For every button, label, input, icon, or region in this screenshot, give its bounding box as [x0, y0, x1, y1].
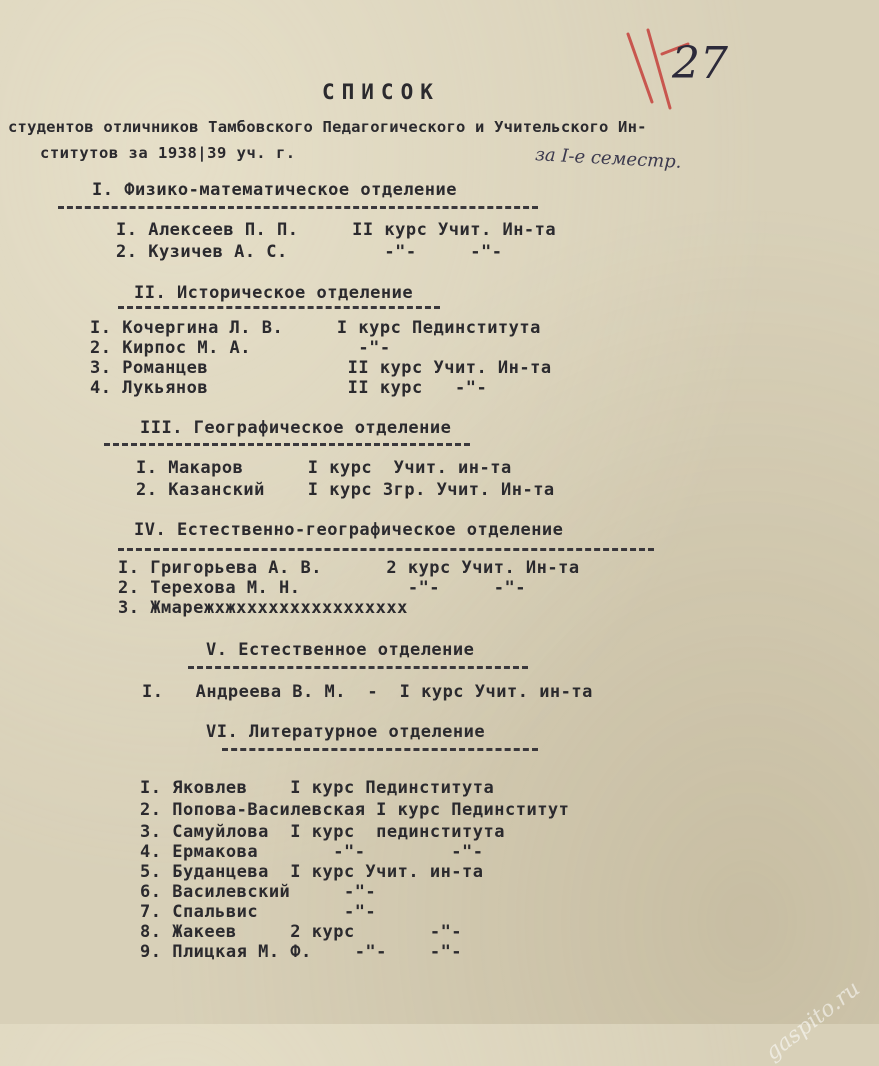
list-item-struck: 3. Жмарежхжхххххххххххххххх [118, 598, 408, 618]
page-number: 27 [672, 38, 728, 89]
section-heading-physics-math: I. Физико-математическое отделение [92, 180, 457, 200]
document-title: СПИСОК [322, 80, 440, 104]
list-item: 4. Ермакова -"- -"- [140, 842, 484, 862]
watermark: gaspito.ru [760, 976, 865, 1066]
section-underline [118, 548, 654, 551]
list-item: 9. Плицкая М. Ф. -"- -"- [140, 942, 463, 962]
handwritten-semester-note: за I-е семестр. [534, 144, 682, 173]
list-item: I. Макаров I курс Учит. ин-та [136, 458, 512, 478]
list-item: 2. Попова-Василевская I курс Пединститут [140, 800, 570, 820]
list-item: 2. Терехова М. Н. -"- -"- [118, 578, 526, 598]
list-item: I. Григорьева А. В. 2 курс Учит. Ин-та [118, 558, 580, 578]
list-item: I. Алексеев П. П. II курс Учит. Ин-та [116, 220, 557, 240]
list-item: 8. Жакеев 2 курс -"- [140, 922, 463, 942]
list-item: 2. Казанский I курс Згр. Учит. Ин-та [136, 480, 555, 500]
list-item: I. Андреева В. М. - I курс Учит. ин-та [142, 682, 593, 702]
section-underline [104, 443, 470, 446]
list-item: 6. Василевский -"- [140, 882, 377, 902]
list-item: 2. Кирпос М. А. -"- [90, 338, 391, 358]
section-heading-geography: III. Географическое отделение [140, 418, 452, 438]
section-heading-natural-geography: IV. Естественно-географическое отделение [134, 520, 564, 540]
list-item: 3. Самуйлова I курс пединститута [140, 822, 505, 842]
section-underline [222, 748, 538, 751]
section-underline [58, 206, 538, 209]
section-heading-natural: V. Естественное отделение [206, 640, 475, 660]
section-heading-history: II. Историческое отделение [134, 283, 414, 303]
section-underline [188, 666, 528, 669]
list-item: 2. Кузичев А. С. -"- -"- [116, 242, 503, 262]
document-subtitle-line1: студентов отличников Тамбовского Педагогического и Учительского Ин- [8, 118, 647, 136]
list-item: 5. Буданцева I курс Учит. ин-та [140, 862, 484, 882]
list-item: I. Кочергина Л. В. I курс Пединститута [90, 318, 541, 338]
list-item: 4. Лукьянов II курс -"- [90, 378, 488, 398]
list-item: I. Яковлев I курс Пединститута [140, 778, 495, 798]
section-heading-literature: VI. Литературное отделение [206, 722, 486, 742]
list-item: 3. Романцев II курс Учит. Ин-та [90, 358, 552, 378]
list-item: 7. Спальвис -"- [140, 902, 377, 922]
section-underline [118, 306, 440, 309]
document-subtitle-line2: ститутов за 1938|39 уч. г. [40, 144, 296, 162]
